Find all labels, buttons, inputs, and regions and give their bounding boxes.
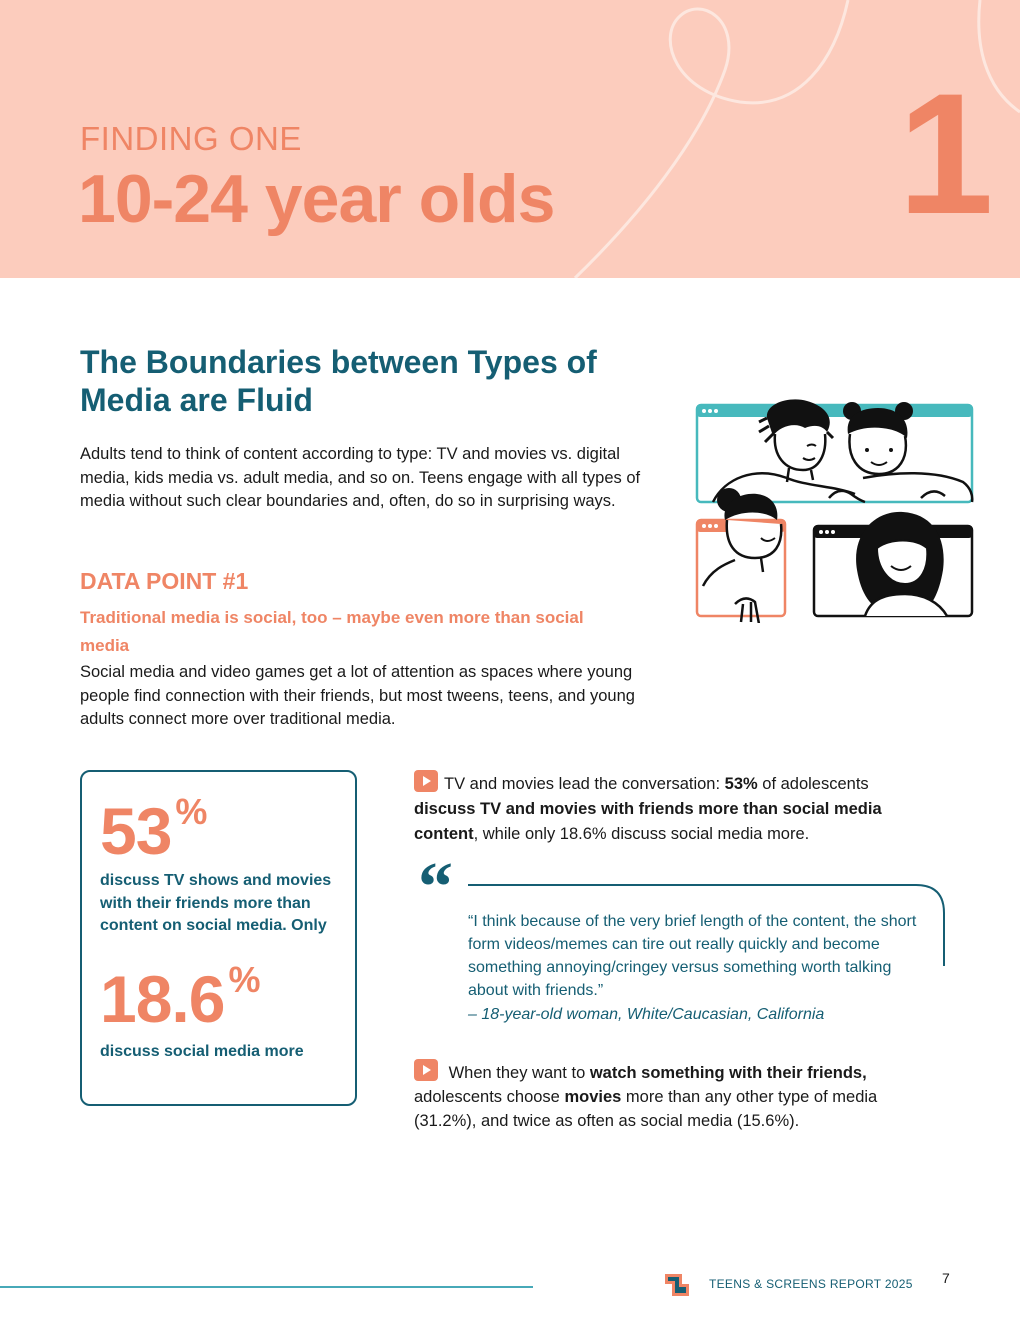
play-icon (414, 1059, 438, 1081)
footer-report-title: TEENS & SCREENS REPORT 2025 (709, 1277, 913, 1291)
stat-card (80, 770, 357, 1106)
bullet-bold: movies (564, 1088, 622, 1106)
stat-18-6-percent (100, 959, 260, 1036)
friends-video-call-illustration (695, 398, 975, 623)
stat-53-description: discuss TV shows and movies with their friends more than content on social media. Only (100, 872, 332, 934)
quote-mark-icon: “ (418, 858, 453, 926)
bullet-tv-movies (414, 770, 914, 847)
intro-paragraph: Adults tend to think of content according to type: TV and movies vs. digital media, kids media vs. adult media, and so on. Teens engage with all types of media without such clear boundaries and, often, do so in surprising ways. (80, 445, 641, 510)
bullet-watch-with-friends (414, 1059, 914, 1133)
bullet-text: , while only 18.6% discuss social media more. (473, 825, 810, 843)
quote-attribution: – 18-year-old woman, White/Caucasian, California (468, 1006, 825, 1023)
quote-text: “I think because of the very brief length of the content, the short form videos/memes can tire out really quickly and become something annoying/cringey versus something worth talking about with friends.” (468, 913, 917, 999)
finding-title: 10-24 year olds (78, 161, 555, 237)
percent-sign: % (228, 959, 260, 1000)
data-point-body: Social media and video games get a lot of attention as spaces where young people find connection with their friends, but most tweens, teens, and young adults connect more over traditional media. (80, 663, 635, 728)
bullet-text: more than any other type of media (31.2%), and twice as often as social media (15.6%). (414, 1088, 878, 1130)
data-point-subheading: Traditional media is social, too – maybe even more than social media (80, 608, 584, 655)
data-point-heading: DATA POINT #1 (80, 568, 249, 594)
percent-sign: % (175, 791, 207, 832)
finding-number: 1 (898, 58, 994, 250)
stat-18-6-description: discuss social media more (100, 1043, 304, 1060)
play-icon (414, 770, 438, 792)
stat-53-percent (100, 791, 207, 868)
bullet-text: of adolescents (757, 775, 869, 793)
section-title: The Boundaries between Types of Media are Fluid (80, 344, 597, 418)
bullet-bold: discuss TV and movies with friends more than social media content (414, 800, 882, 843)
bullet-text: adolescents choose (414, 1088, 565, 1106)
report-logo-icon (664, 1271, 690, 1297)
bullet-text: When they want to (444, 1064, 590, 1082)
footer-rule (0, 1286, 533, 1288)
stat-value: 18.6 (100, 962, 225, 1036)
page-number: 7 (942, 1270, 950, 1286)
bullet-bold: watch something with their friends, (589, 1064, 867, 1082)
person-bottom-right (856, 512, 947, 616)
finding-label: FINDING ONE (80, 120, 302, 157)
window-bar-top (697, 405, 972, 417)
finding-banner (0, 0, 1020, 278)
stat-value: 53 (100, 794, 172, 868)
bullet-text: TV and movies lead the conversation: (444, 775, 725, 793)
bullet-bold: 53% (724, 775, 758, 793)
